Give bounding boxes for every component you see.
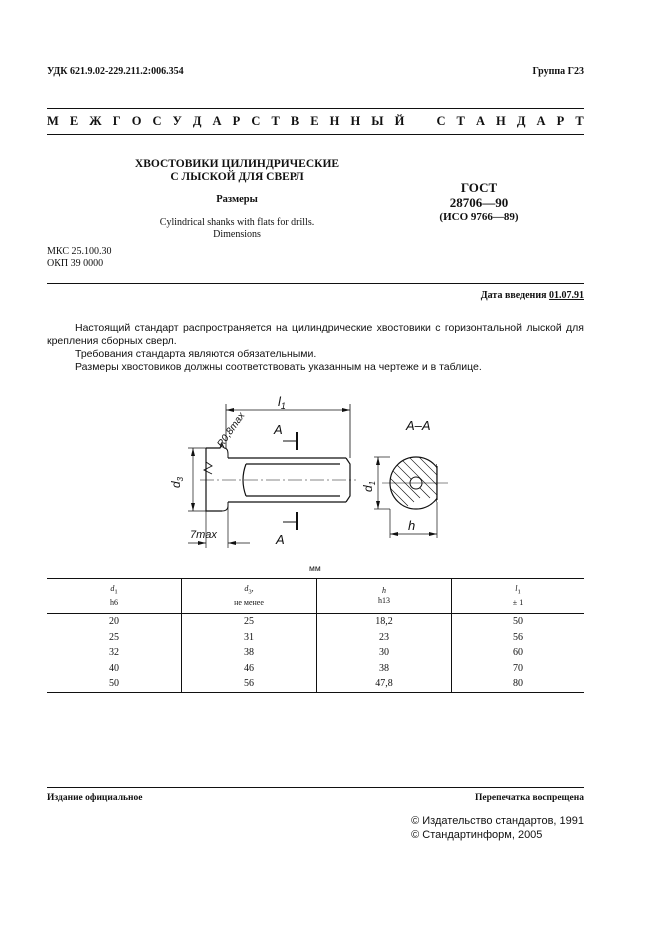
header-d1: $d_1$ h6: [47, 579, 182, 614]
table-row: [47, 676, 584, 692]
heading-letter: Й: [394, 114, 405, 128]
table-cell: 40: [109, 662, 119, 674]
section-aa-label: A–A: [406, 418, 431, 433]
table-cell: 46: [182, 661, 317, 677]
d3-label: $d_3$: [169, 476, 185, 488]
table-cell: 25: [109, 631, 119, 643]
section-a-label-top: A: [274, 422, 283, 437]
date-label: Дата введения: [480, 290, 547, 301]
table-cell: 47,8: [317, 676, 452, 692]
heading-letter: Д: [192, 114, 202, 128]
heading-letter: Р: [232, 114, 241, 128]
top-rule: [47, 108, 584, 109]
intro-paragraph-3: Размеры хвостовиков должны соответствовать указанным на чертеже и в таблице.: [75, 361, 482, 373]
gost-label: ГОСТ: [460, 180, 498, 195]
heading-rule: [47, 134, 584, 135]
d1-label: $d_1$: [361, 480, 377, 492]
table-row: [47, 661, 584, 677]
shank-drawing: [160, 388, 460, 558]
copyright-2005: © Стандартинформ, 2005: [411, 829, 543, 841]
header-h: h h13: [317, 579, 452, 614]
heading-letter: Н: [350, 114, 361, 128]
copyright-block: [411, 814, 584, 842]
heading-letter: Е: [310, 114, 319, 128]
table-header-row: [47, 579, 584, 614]
table-cell: 20: [109, 616, 119, 628]
official-edition: Издание официальное: [47, 793, 143, 803]
heading-letter: Т: [456, 114, 465, 128]
heading-letter: С: [251, 114, 261, 128]
table-row: [47, 614, 584, 630]
table-cell: 56: [452, 630, 585, 646]
classification-codes: [47, 246, 111, 270]
table-cell: 30: [317, 645, 452, 661]
heading-letter: В: [290, 114, 300, 128]
h-label: h: [408, 518, 416, 533]
heading-letter: Н: [496, 114, 506, 128]
copyright-1991: © Издательство стандартов, 1991: [411, 815, 584, 827]
table-cell: 60: [452, 645, 585, 661]
heading-letter: Т: [575, 114, 584, 128]
heading-letter: С: [436, 114, 446, 128]
header-l1: $l_1$ ± 1: [452, 579, 585, 614]
intro-text: [47, 322, 584, 374]
title-subtitle: Размеры: [216, 194, 258, 205]
heading-letter: У: [172, 114, 182, 128]
units-label: мм: [309, 563, 321, 573]
table-cell: 70: [452, 661, 585, 677]
table-cell: 50: [452, 614, 585, 630]
reprint-prohibited: Перепечатка воспрещена: [474, 793, 584, 803]
title-line-1: ХВОСТОВИКИ ЦИЛИНДРИЧЕСКИЕ: [134, 158, 340, 170]
heading-letter: А: [536, 114, 546, 128]
table-cell: 56: [182, 676, 317, 692]
l1-label: $l_1$: [278, 394, 286, 411]
table-cell: 25: [182, 614, 317, 630]
group-code: Группа Г23: [532, 66, 584, 77]
heading-letter: А: [475, 114, 485, 128]
mks-code: МКС 25.100.30: [47, 246, 112, 257]
heading-letter: Р: [556, 114, 565, 128]
title-block: [100, 158, 374, 241]
heading-letter: Е: [69, 114, 79, 128]
heading-letter: А: [212, 114, 222, 128]
table-cell: 38: [182, 645, 317, 661]
dimensions-table: [47, 578, 584, 693]
heading-letter: Г: [112, 114, 121, 128]
title-english-2: Dimensions: [213, 229, 261, 240]
interstate-standard-heading: [47, 114, 584, 129]
footer-rule: [47, 787, 584, 788]
heading-letter: Ы: [371, 114, 384, 128]
udk-code: УДК 621.9.02-229.211.2:006.354: [47, 66, 184, 77]
heading-letter: [415, 114, 425, 129]
table-cell: 18,2: [317, 614, 452, 630]
radius-label: R0,8max: [215, 410, 248, 450]
heading-letter: О: [131, 114, 142, 128]
table-cell: 80: [452, 676, 585, 692]
effective-date: [481, 290, 584, 301]
date-rule: [47, 283, 584, 284]
heading-letter: Т: [271, 114, 280, 128]
title-line-2: С ЛЫСКОЙ ДЛЯ СВЕРЛ: [170, 171, 304, 183]
heading-letter: Н: [329, 114, 340, 128]
heading-letter: М: [47, 114, 59, 128]
heading-letter: Ж: [89, 114, 102, 128]
table-row: [47, 645, 584, 661]
table-cell: 31: [182, 630, 317, 646]
okp-code: ОКП 39 0000: [47, 258, 104, 269]
date-value: 01.07.91: [549, 290, 584, 301]
iso-number: (ИСО 9766—89): [439, 211, 519, 223]
section-a-label-bottom: A: [276, 532, 285, 547]
header-d3: $d_3$, не менее: [182, 579, 317, 614]
table-cell: 32: [109, 647, 119, 659]
table-cell: 38: [317, 661, 452, 677]
intro-paragraph-1: Настоящий стандарт распространяется на цилиндрические хвостовики с горизонтальной лыской для крепления сборных сверл.: [47, 322, 584, 347]
table-row: [47, 630, 584, 646]
gost-block: [424, 180, 534, 224]
seven-max-label: 7max: [190, 529, 217, 541]
heading-letter: С: [152, 114, 162, 128]
intro-paragraph-2: Требования стандарта являются обязательными.: [75, 348, 317, 360]
title-english-1: Cylindrical shanks with flats for drills.: [159, 217, 315, 228]
gost-number: 28706—90: [449, 195, 509, 210]
table-cell: 23: [317, 630, 452, 646]
heading-letter: Д: [516, 114, 526, 128]
table-cell: 50: [47, 676, 182, 692]
